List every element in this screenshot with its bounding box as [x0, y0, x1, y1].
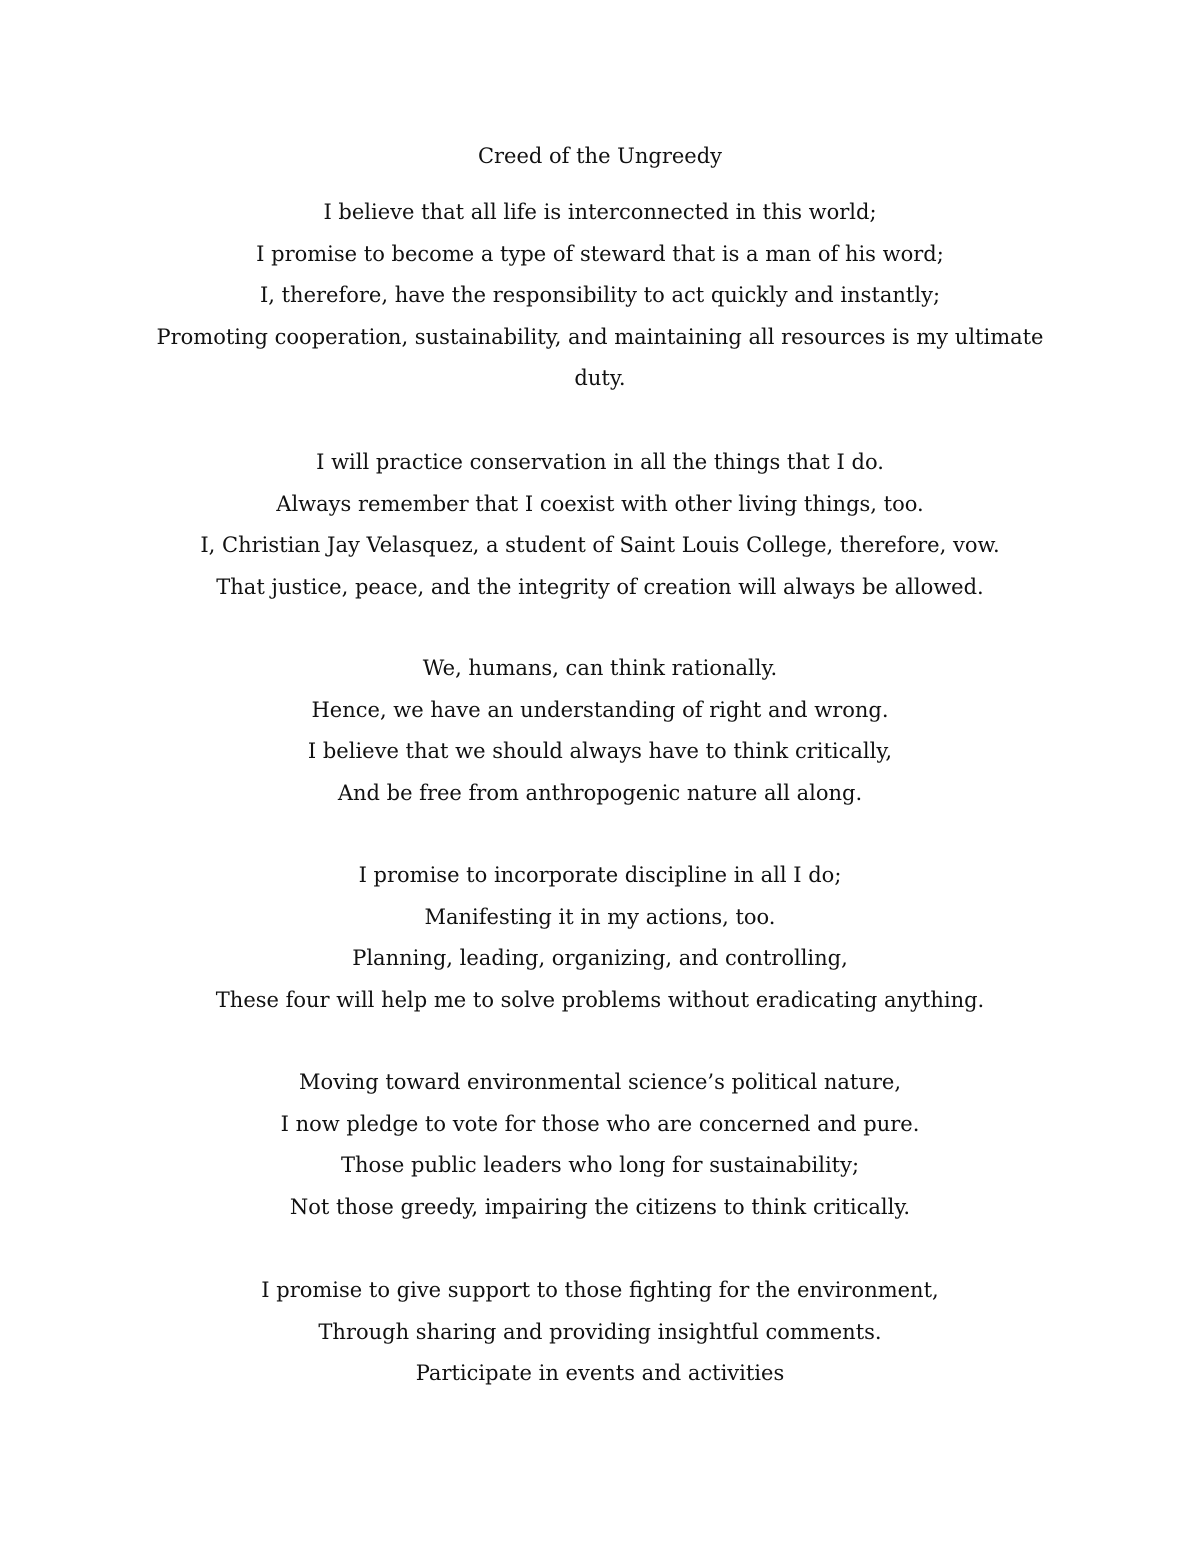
verse-line: Those public leaders who long for sustainability; [340, 1153, 860, 1177]
verse-line: I believe that all life is interconnected in this world; [323, 200, 877, 224]
stanza-6 [120, 1270, 1080, 1395]
verse-line: I will practice conservation in all the things that I do. [316, 450, 884, 474]
document-title: Creed of the Ungreedy [477, 144, 723, 168]
verse-line: These four will help me to solve problems without eradicating anything. [215, 987, 985, 1012]
stanza-5 [120, 1062, 1080, 1228]
verse-line: Not those greedy, impairing the citizens to think critically. [289, 1194, 911, 1219]
stanza-3 [120, 648, 1080, 814]
verse-line: Hence, we have an understanding of right and wrong. [311, 697, 889, 722]
verse-line: I promise to become a type of steward that is a man of his word; [256, 241, 944, 266]
stanza-2 [120, 442, 1080, 608]
verse-line: I, Christian Jay Velasquez, a student of Saint Louis College, therefore, vow. [200, 533, 1000, 557]
verse-line: Through sharing and providing insightful comments. [318, 1319, 882, 1344]
verse-line: I promise to give support to those fighting for the environment, [261, 1278, 939, 1302]
stanza-4 [120, 855, 1080, 1021]
verse-line: duty. [574, 366, 626, 390]
verse-line: I promise to incorporate discipline in all I do; [358, 863, 842, 887]
stanza-1 [120, 192, 1080, 400]
verse-line: That justice, peace, and the integrity of creation will always be allowed. [216, 574, 984, 599]
verse-line: Participate in events and activities [415, 1361, 785, 1385]
verse-line: I, therefore, have the responsibility to act quickly and instantly; [259, 283, 941, 307]
verse-line: And be free from anthropogenic nature all along. [337, 780, 863, 805]
verse-line: Promoting cooperation, sustainability, and maintaining all resources is my ultimate [156, 324, 1044, 349]
verse-line: Manifesting it in my actions, too. [424, 904, 776, 929]
verse-line: Moving toward environmental science’s political nature, [298, 1070, 902, 1094]
verse-line: Planning, leading, organizing, and controlling, [352, 946, 848, 970]
verse-line: I believe that we should always have to think critically, [307, 739, 893, 763]
verse-line: We, humans, can think rationally. [422, 656, 778, 680]
verse-line: I now pledge to vote for those who are concerned and pure. [280, 1111, 920, 1136]
verse-line: Always remember that I coexist with other living things, too. [276, 491, 924, 516]
